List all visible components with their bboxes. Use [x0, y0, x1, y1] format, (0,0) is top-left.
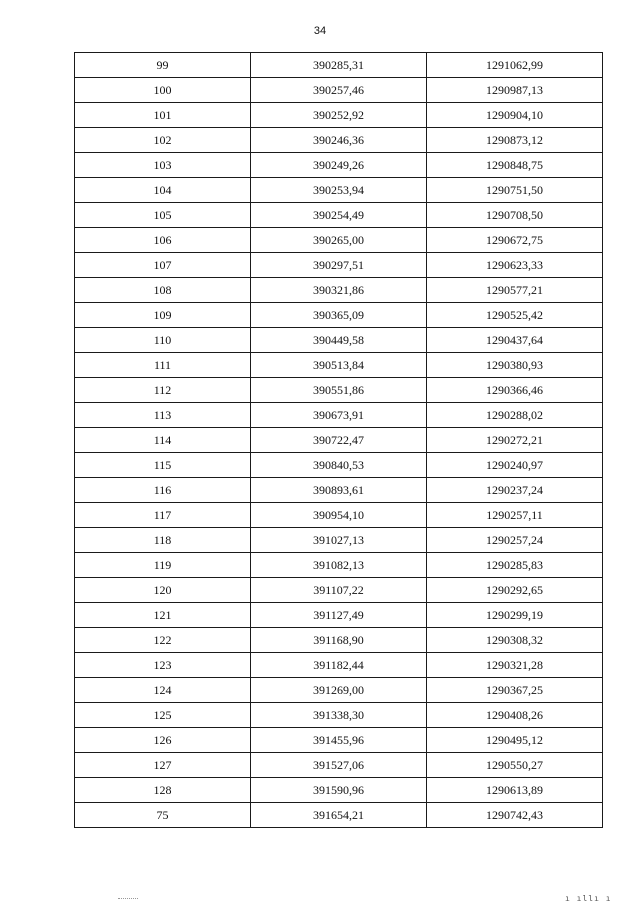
- table-row: [75, 428, 603, 453]
- y-coordinate-cell: 1290613,89: [427, 778, 603, 803]
- x-coordinate-cell: 390265,00: [251, 228, 427, 253]
- y-coordinate-cell: 1290308,32: [427, 628, 603, 653]
- table-row: [75, 703, 603, 728]
- point-number-cell: 126: [75, 728, 251, 753]
- table-row: [75, 528, 603, 553]
- point-number-cell: 120: [75, 578, 251, 603]
- table-row: [75, 653, 603, 678]
- table-row: [75, 578, 603, 603]
- point-number-cell: 111: [75, 353, 251, 378]
- table-row: [75, 403, 603, 428]
- x-coordinate-cell: 390321,86: [251, 278, 427, 303]
- y-coordinate-cell: 1290495,12: [427, 728, 603, 753]
- table-row: [75, 153, 603, 178]
- y-coordinate-cell: 1290577,21: [427, 278, 603, 303]
- table-row: [75, 303, 603, 328]
- point-number-cell: 127: [75, 753, 251, 778]
- y-coordinate-cell: 1290299,19: [427, 603, 603, 628]
- x-coordinate-cell: 390513,84: [251, 353, 427, 378]
- table-row: [75, 53, 603, 78]
- x-coordinate-cell: 391082,13: [251, 553, 427, 578]
- table-row: [75, 203, 603, 228]
- x-coordinate-cell: 390722,47: [251, 428, 427, 453]
- table-row: [75, 803, 603, 828]
- y-coordinate-cell: 1290237,24: [427, 478, 603, 503]
- coordinates-table: [74, 52, 603, 828]
- point-number-cell: 125: [75, 703, 251, 728]
- y-coordinate-cell: 1290873,12: [427, 128, 603, 153]
- x-coordinate-cell: 390285,31: [251, 53, 427, 78]
- y-coordinate-cell: 1290525,42: [427, 303, 603, 328]
- table-row: [75, 453, 603, 478]
- x-coordinate-cell: 390893,61: [251, 478, 427, 503]
- y-coordinate-cell: 1290408,26: [427, 703, 603, 728]
- point-number-cell: 109: [75, 303, 251, 328]
- y-coordinate-cell: 1290321,28: [427, 653, 603, 678]
- y-coordinate-cell: 1290367,25: [427, 678, 603, 703]
- point-number-cell: 115: [75, 453, 251, 478]
- x-coordinate-cell: 391269,00: [251, 678, 427, 703]
- x-coordinate-cell: 391527,06: [251, 753, 427, 778]
- table-row: [75, 328, 603, 353]
- point-number-cell: 110: [75, 328, 251, 353]
- y-coordinate-cell: 1290288,02: [427, 403, 603, 428]
- point-number-cell: 104: [75, 178, 251, 203]
- footer-left-mark: [118, 898, 138, 900]
- x-coordinate-cell: 390297,51: [251, 253, 427, 278]
- table-row: [75, 353, 603, 378]
- y-coordinate-cell: 1290742,43: [427, 803, 603, 828]
- point-number-cell: 119: [75, 553, 251, 578]
- x-coordinate-cell: 391455,96: [251, 728, 427, 753]
- x-coordinate-cell: 390246,36: [251, 128, 427, 153]
- x-coordinate-cell: 391107,22: [251, 578, 427, 603]
- point-number-cell: 75: [75, 803, 251, 828]
- x-coordinate-cell: 391168,90: [251, 628, 427, 653]
- table-row: [75, 628, 603, 653]
- x-coordinate-cell: 390249,26: [251, 153, 427, 178]
- point-number-cell: 121: [75, 603, 251, 628]
- x-coordinate-cell: 390257,46: [251, 78, 427, 103]
- table-row: [75, 103, 603, 128]
- point-number-cell: 101: [75, 103, 251, 128]
- table-row: [75, 728, 603, 753]
- point-number-cell: 102: [75, 128, 251, 153]
- x-coordinate-cell: 391654,21: [251, 803, 427, 828]
- y-coordinate-cell: 1290623,33: [427, 253, 603, 278]
- y-coordinate-cell: 1290751,50: [427, 178, 603, 203]
- y-coordinate-cell: 1290904,10: [427, 103, 603, 128]
- coordinates-table-body: [75, 53, 603, 828]
- point-number-cell: 105: [75, 203, 251, 228]
- table-row: [75, 178, 603, 203]
- y-coordinate-cell: 1290366,46: [427, 378, 603, 403]
- y-coordinate-cell: 1290550,27: [427, 753, 603, 778]
- x-coordinate-cell: 390840,53: [251, 453, 427, 478]
- page-number: 34: [313, 25, 327, 37]
- y-coordinate-cell: 1290272,21: [427, 428, 603, 453]
- point-number-cell: 99: [75, 53, 251, 78]
- table-row: [75, 503, 603, 528]
- point-number-cell: 108: [75, 278, 251, 303]
- point-number-cell: 116: [75, 478, 251, 503]
- table-row: [75, 278, 603, 303]
- x-coordinate-cell: 391182,44: [251, 653, 427, 678]
- point-number-cell: 103: [75, 153, 251, 178]
- table-row: [75, 753, 603, 778]
- y-coordinate-cell: 1290285,83: [427, 553, 603, 578]
- x-coordinate-cell: 391027,13: [251, 528, 427, 553]
- table-row: [75, 253, 603, 278]
- y-coordinate-cell: 1290380,93: [427, 353, 603, 378]
- table-row: [75, 128, 603, 153]
- y-coordinate-cell: 1291062,99: [427, 53, 603, 78]
- x-coordinate-cell: 390365,09: [251, 303, 427, 328]
- x-coordinate-cell: 391127,49: [251, 603, 427, 628]
- y-coordinate-cell: 1290672,75: [427, 228, 603, 253]
- point-number-cell: 123: [75, 653, 251, 678]
- table-row: [75, 678, 603, 703]
- footer-scan-marks: [0, 893, 640, 905]
- table-row: [75, 378, 603, 403]
- point-number-cell: 112: [75, 378, 251, 403]
- point-number-cell: 113: [75, 403, 251, 428]
- x-coordinate-cell: 390673,91: [251, 403, 427, 428]
- x-coordinate-cell: 391590,96: [251, 778, 427, 803]
- x-coordinate-cell: 390254,49: [251, 203, 427, 228]
- point-number-cell: 124: [75, 678, 251, 703]
- x-coordinate-cell: 391338,30: [251, 703, 427, 728]
- x-coordinate-cell: 390551,86: [251, 378, 427, 403]
- y-coordinate-cell: 1290437,64: [427, 328, 603, 353]
- y-coordinate-cell: 1290292,65: [427, 578, 603, 603]
- table-row: [75, 778, 603, 803]
- point-number-cell: 128: [75, 778, 251, 803]
- y-coordinate-cell: 1290257,24: [427, 528, 603, 553]
- footer-right-mark: ı ıllı ı: [565, 894, 612, 903]
- table-row: [75, 478, 603, 503]
- point-number-cell: 100: [75, 78, 251, 103]
- x-coordinate-cell: 390252,92: [251, 103, 427, 128]
- point-number-cell: 122: [75, 628, 251, 653]
- y-coordinate-cell: 1290240,97: [427, 453, 603, 478]
- table-row: [75, 228, 603, 253]
- y-coordinate-cell: 1290987,13: [427, 78, 603, 103]
- table-row: [75, 553, 603, 578]
- table-row: [75, 78, 603, 103]
- point-number-cell: 117: [75, 503, 251, 528]
- point-number-cell: 114: [75, 428, 251, 453]
- point-number-cell: 118: [75, 528, 251, 553]
- table-row: [75, 603, 603, 628]
- x-coordinate-cell: 390449,58: [251, 328, 427, 353]
- point-number-cell: 106: [75, 228, 251, 253]
- y-coordinate-cell: 1290257,11: [427, 503, 603, 528]
- point-number-cell: 107: [75, 253, 251, 278]
- y-coordinate-cell: 1290708,50: [427, 203, 603, 228]
- x-coordinate-cell: 390253,94: [251, 178, 427, 203]
- x-coordinate-cell: 390954,10: [251, 503, 427, 528]
- y-coordinate-cell: 1290848,75: [427, 153, 603, 178]
